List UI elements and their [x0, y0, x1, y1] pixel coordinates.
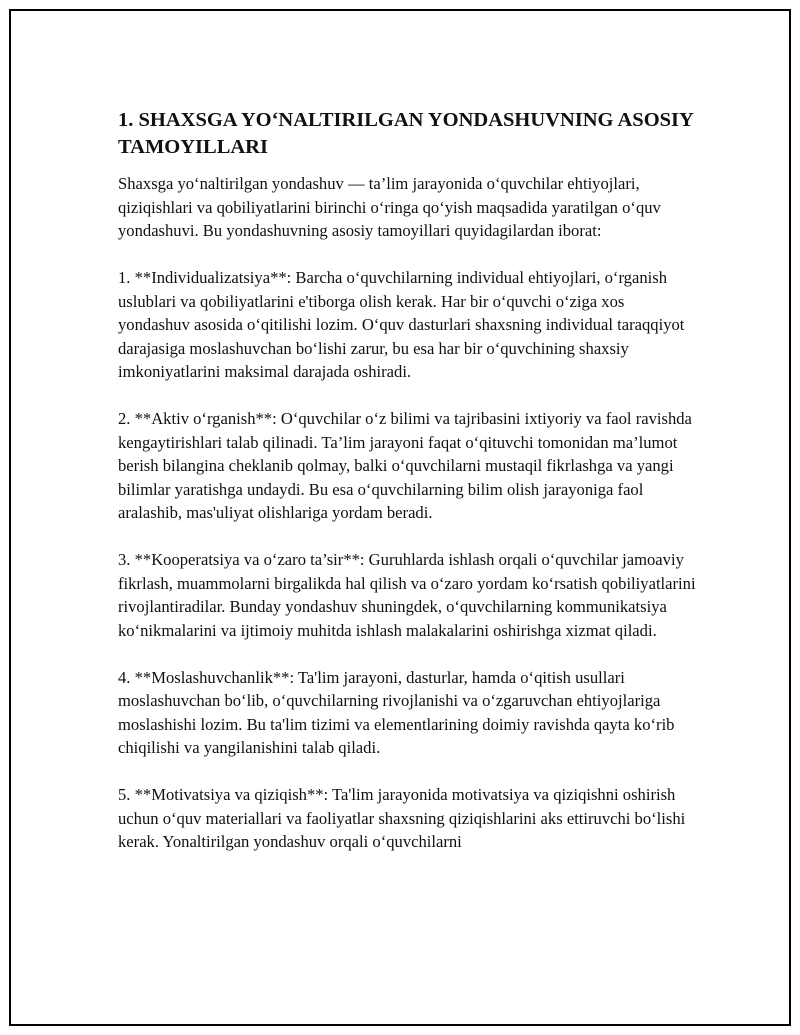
intro-paragraph: Shaxsga yo‘naltirilgan yondashuv — ta’lim jarayonida o‘quvchilar ehtiyojlari, qiziqishlari va qobiliyatlarini birinchi o‘ringa qo‘yish maqsadida yaratilgan o‘quv yondashuvi. Bu yondashuvning asosiy tamoyillari quyidagilardan iborat: [118, 174, 661, 240]
page-frame [9, 9, 791, 1026]
principle-kooperatsiya-paragraph: 3. **Kooperatsiya va o‘zaro ta’sir**: Guruhlarda ishlash orqali o‘quvchilar jamoaviy fikrlash, muammolarni birgalikda hal qilish va o‘zaro yordam ko‘rsatish qobiliyatlarini rivojlantiradilar. Bunday yondashuv shuningdek, o‘quvchilarning kommunikatsiya ko‘nikmalarini va ijtimoiy muhitda ishlash malakalarini oshirishga xizmat qiladi. [118, 550, 696, 640]
principle-aktiv-organish-paragraph: 2. **Aktiv o‘rganish**: O‘quvchilar o‘z bilimi va tajribasini ixtiyoriy va faol ravishda kengaytirishlari talab qilinadi. Ta’lim jarayoni faqat o‘qituvchi tomonidan ma’lumot berish bilangina cheklanib qolmay, balki o‘quvchilarni mustaqil fikrlashga va yangi bilimlar yaratishga undaydi. Bu esa o‘quvchilarning bilim olish jarayoniga faol aralashib, mas'uliyat olishlariga yordam beradi. [118, 409, 692, 522]
principle-moslashuvchanlik-paragraph: 4. **Moslashuvchanlik**: Ta'lim jarayoni, dasturlar, hamda o‘qitish usullari moslashuvchan bo‘lib, o‘quvchilarning rivojlanishi va o‘zgaruvchan ehtiyojlariga moslashishi lozim. Bu ta'lim tizimi va elementlarining doimiy ravishda qayta ko‘rib chiqilishi va yangilanishini talab qiladi. [118, 667, 675, 757]
principle-motivatsiya-paragraph: 5. **Motivatsiya va qiziqish**: Ta'lim jarayonida motivatsiya va qiziqishni oshirish uchun o‘quv materiallari va faoliyatlar shaxsning qiziqishlarini aks ettiruvchi bo‘lishi kerak. Yonaltirilgan yondashuv orqali o‘quvchilarni [118, 785, 686, 851]
document-body [118, 101, 698, 877]
page-title: 1. SHAXSGA YO‘NALTIRILGAN YONDASHUVNING ASOSIY TAMOYILLARI [118, 109, 694, 158]
principle-individualizatsiya-paragraph: 1. **Individualizatsiya**: Barcha o‘quvchilarning individual ehtiyojlari, o‘rganish uslublari va qobiliyatlarini e'tiborga olish kerak. Har bir o‘quvchi o‘ziga xos yondashuv asosida o‘qitilishi lozim. O‘quv dasturlari shaxsning individual taraqqiyot darajasiga moslashuvchan bo‘lishi zarur, bu esa har bir o‘quvchining shaxsiy imkoniyatlarini maksimal darajada oshiradi. [118, 268, 685, 381]
